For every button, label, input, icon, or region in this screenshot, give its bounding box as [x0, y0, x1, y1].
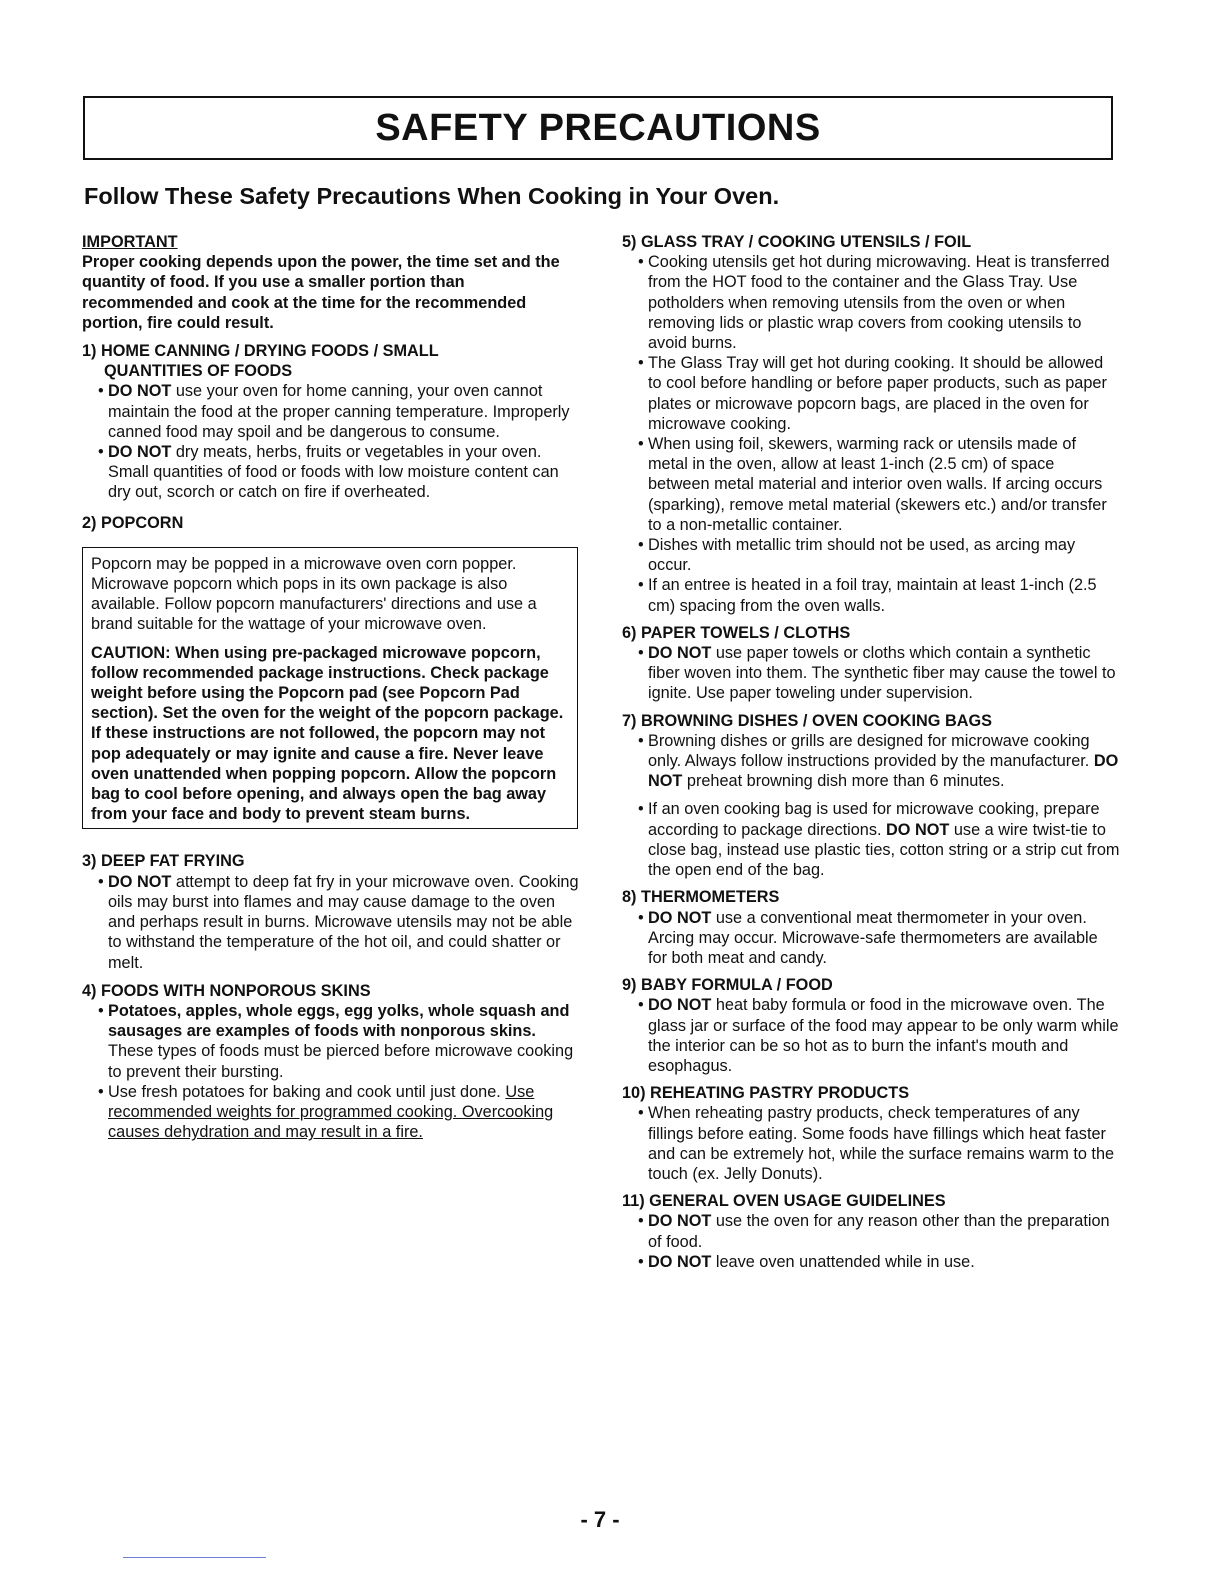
- right-column: [622, 232, 1120, 1272]
- list-item: [622, 908, 1120, 969]
- list-item: • The Glass Tray will get hot during cooking. It should be allowed to cool before handling or before paper products, such as paper plates or microwave popcorn bags, are placed in the oven for microwave cooking.: [622, 353, 1120, 434]
- section-11-list: [622, 1211, 1120, 1272]
- list-item-text: attempt to deep fat fry in your microwave oven. Cooking oils may burst into flames and may cause damage to the oven and perhaps result in burns. Microwave utensils may not be able to withstand the temperature of the hot oil, and could shatter or melt.: [108, 872, 579, 972]
- section-5-heading: 5) GLASS TRAY / COOKING UTENSILS / FOIL: [622, 233, 972, 251]
- section-9-list: [622, 995, 1120, 1076]
- list-item-underlined: Use recommended weights for programmed cooking. Overcooking causes dehydration and may result in a fire.: [108, 1082, 554, 1142]
- list-item: [82, 872, 580, 973]
- list-item: [82, 442, 580, 503]
- title-box: [83, 96, 1113, 160]
- section-1-heading: [82, 341, 580, 381]
- footer-rule: [123, 1557, 266, 1558]
- section-8-heading: 8) THERMOMETERS: [622, 888, 780, 907]
- do-not-label: DO NOT: [648, 996, 712, 1015]
- do-not-label: DO NOT: [108, 872, 172, 891]
- do-not-label: DO NOT: [648, 1212, 712, 1231]
- section-5-list: [622, 252, 1120, 616]
- list-item: [82, 1082, 580, 1143]
- do-not-label: DO NOT: [886, 820, 950, 839]
- list-item-text: use your oven for home canning, your oven cannot maintain the food at the proper canning temperature. Improperly canned food may spoil and be dangerous to consume.: [108, 382, 570, 441]
- section-4-heading: 4) FOODS WITH NONPOROUS SKINS: [82, 981, 371, 1000]
- list-item: • Dishes with metallic trim should not be used, as arcing may occur.: [622, 535, 1120, 575]
- do-not-label: DO NOT: [648, 1252, 712, 1271]
- list-item: [622, 731, 1120, 792]
- section-6-list: [622, 643, 1120, 704]
- list-item: [622, 799, 1120, 880]
- page-title: SAFETY PRECAUTIONS: [375, 106, 821, 149]
- list-item-text: dry meats, herbs, fruits or vegetables in your oven. Small quantities of food or foods with low moisture content can dry out, scorch or catch on fire if overheated.: [108, 443, 559, 502]
- important-heading: IMPORTANT: [82, 233, 178, 251]
- section-7-list: [622, 731, 1120, 880]
- section-1-heading-line1: 1) HOME CANNING / DRYING FOODS / SMALL: [82, 342, 439, 361]
- nonporous-lead: Potatoes, apples, whole eggs, egg yolks, whole squash and sausages are examples of foods with nonporous skins.: [108, 1001, 570, 1041]
- section-10-heading: 10) REHEATING PASTRY PRODUCTS: [622, 1084, 910, 1103]
- list-item: • Cooking utensils get hot during microwaving. Heat is transferred from the HOT food to the container and the Glass Tray. Use potholders when removing utensils from the oven or when removing lids or plastic wrap covers from cooking utensils to avoid burns.: [622, 252, 1120, 353]
- section-11-heading: 11) GENERAL OVEN USAGE GUIDELINES: [622, 1192, 946, 1211]
- do-not-label: DO NOT: [108, 443, 172, 462]
- popcorn-box-text: Popcorn may be popped in a microwave oven corn popper. Microwave popcorn which pops in its own package is also available. Follow popcorn manufacturers' directions and use a brand suitable for the wattage of your microwave oven.: [91, 554, 537, 634]
- list-item-text: These types of foods must be pierced before microwave cooking to prevent their bursting.: [108, 1042, 574, 1081]
- list-item-text: Use fresh potatoes for baking and cook until just done.: [108, 1082, 506, 1101]
- do-not-label: DO NOT: [648, 752, 1119, 791]
- list-item-text: use a conventional meat thermometer in your oven. Arcing may occur. Microwave-safe thermometers are available for both meat and candy.: [648, 908, 1098, 967]
- list-item: [82, 1001, 580, 1082]
- list-item: [622, 1211, 1120, 1251]
- list-item: [622, 1252, 1120, 1272]
- section-10-list: [622, 1103, 1120, 1184]
- left-column: [82, 232, 580, 1142]
- important-body: Proper cooking depends upon the power, the time set and the quantity of food. If you use a smaller portion than recommended and cook at the time for the recommended portion, fire could result.: [82, 253, 560, 332]
- section-1-list: [82, 381, 580, 502]
- list-item: • When reheating pastry products, check temperatures of any fillings before eating. Some foods have fillings which heat faster and can be extremely hot, while the surface remains warm to the touch (ex. Jelly Donuts).: [622, 1103, 1120, 1184]
- page-number: - 7 -: [580, 1507, 620, 1532]
- list-item-text: preheat browning dish more than 6 minutes.: [682, 772, 1005, 791]
- list-item: [82, 381, 580, 442]
- section-4-list: [82, 1001, 580, 1142]
- list-item-text: leave oven unattended while in use.: [711, 1252, 975, 1271]
- list-item-text: use the oven for any reason other than the preparation of food.: [648, 1212, 1110, 1251]
- list-item: • When using foil, skewers, warming rack or utensils made of metal in the oven, allow at least 1-inch (2.5 cm) of space between metal material and interior oven walls. If arcing occurs (sparking), remove metal material (skewers etc.) and/or transfer to a non-metallic container.: [622, 434, 1120, 535]
- section-3-heading: 3) DEEP FAT FRYING: [82, 852, 245, 871]
- page-subtitle: Follow These Safety Precautions When Cooking in Your Oven.: [84, 183, 780, 209]
- list-item: • If an entree is heated in a foil tray, maintain at least 1-inch (2.5 cm) spacing from the oven walls.: [622, 575, 1120, 615]
- list-item-text: use a wire twist-tie to close bag, instead use plastic ties, cotton string or a strip cut from the open end of the bag.: [648, 820, 1120, 880]
- do-not-label: DO NOT: [108, 382, 172, 401]
- list-item: [622, 643, 1120, 704]
- section-9-heading: 9) BABY FORMULA / FOOD: [622, 976, 833, 995]
- do-not-label: DO NOT: [648, 908, 712, 927]
- list-item-text: use paper towels or cloths which contain a synthetic fiber woven into them. The synthetic fiber may cause the towel to ignite. Use paper toweling under supervision.: [648, 644, 1116, 703]
- section-8-list: [622, 908, 1120, 969]
- list-item-text: heat baby formula or food in the microwave oven. The glass jar or surface of the food may appear to be only warm while the interior can be so hot as to burn the infant's mouth and esophagus.: [648, 996, 1119, 1075]
- section-3-list: [82, 872, 580, 973]
- do-not-label: DO NOT: [648, 644, 712, 663]
- list-item: [622, 995, 1120, 1076]
- popcorn-box: [82, 547, 578, 830]
- popcorn-caution: CAUTION: When using pre-packaged microwave popcorn, follow recommended package instructions. Check package weight before using the Popcorn pad (see Popcorn Pad section). Set the oven for the weight of the popcorn package. If these instructions are not followed, the popcorn may not pop adequately or may ignite and cause a fire. Never leave oven unattended when popping popcorn. Allow the popcorn bag to cool before opening, and always open the bag away from your face and body to prevent steam burns.: [91, 643, 564, 824]
- section-7-heading: 7) BROWNING DISHES / OVEN COOKING BAGS: [622, 711, 992, 730]
- section-2-heading: 2) POPCORN: [82, 513, 184, 532]
- list-item-text: Browning dishes or grills are designed for microwave cooking only. Always follow instructions provided by the manufacturer.: [648, 731, 1094, 771]
- section-6-heading: 6) PAPER TOWELS / CLOTHS: [622, 623, 851, 642]
- list-item-text: If an oven cooking bag is used for microwave cooking, prepare according to package directions.: [648, 800, 1100, 839]
- section-1-heading-line2: QUANTITIES OF FOODS: [104, 362, 293, 381]
